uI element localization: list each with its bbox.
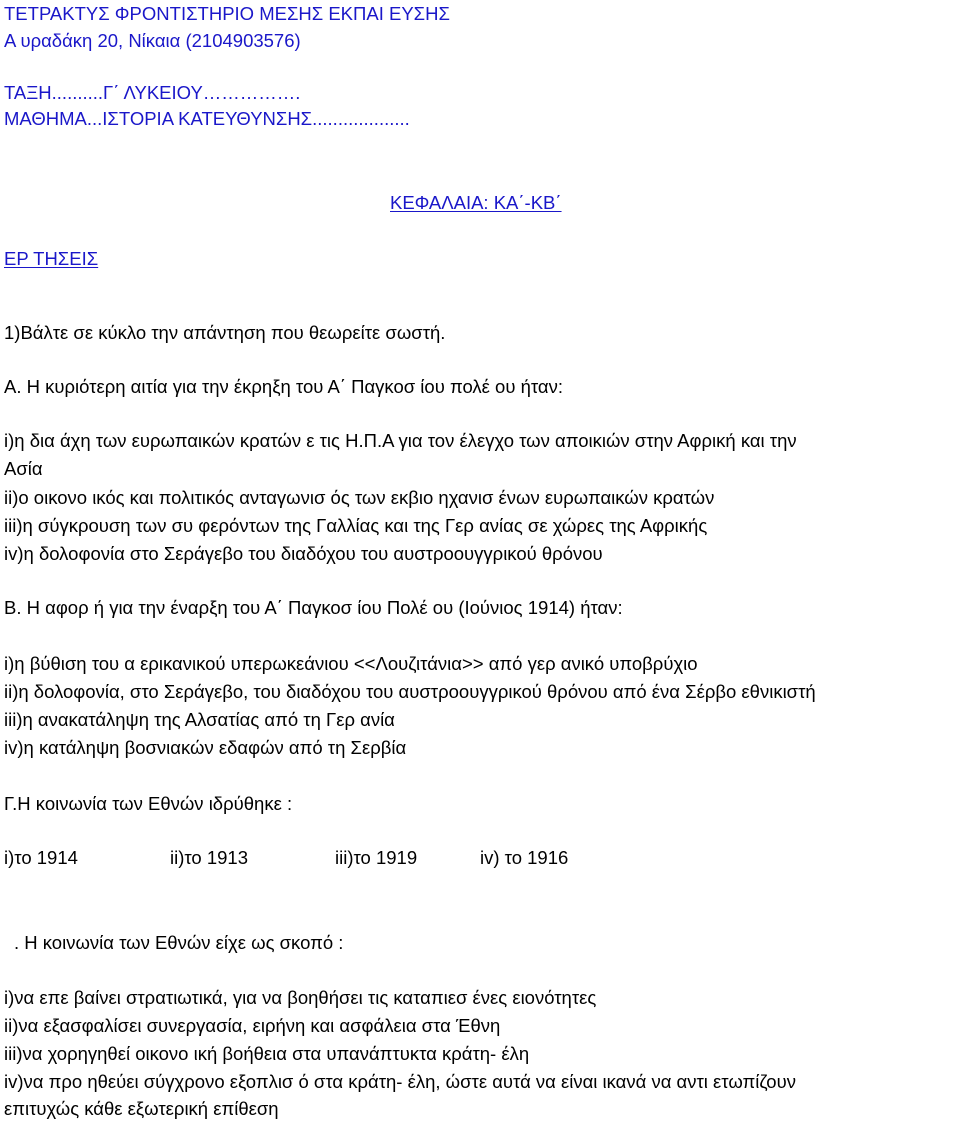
question-b-option-4: iv)η κατάληψη βοσνιακών εδαφών από τη Σερβία [4, 737, 407, 758]
question-c-option-2: ii)το 1913 [170, 847, 249, 868]
question-d-option-2: ii)να εξασφαλίσει συνεργασία, ειρήνη και ασφάλεια στα Έθνη [4, 1015, 501, 1036]
class-line: ΤΑΞΗ..........Γ΄ ΛΥΚΕΙΟΥ……………. [4, 82, 301, 103]
question-a-option-1-cont: Ασία [4, 458, 43, 479]
question-a-option-1: i)η δια άχη των ευρωπαικών κρατών ε τις Η.Π.Α για τον έλεγχο των αποικιών στην Αφρική και την [4, 430, 797, 451]
school-name: ΤΕΤΡΑΚΤΥΣ ΦΡΟΝΤΙΣΤΗΡΙΟ ΜΕΣΗΣ ΕΚΠΑΙ ΕΥΣΗΣ [4, 3, 450, 24]
instruction: 1)Βάλτε σε κύκλο την απάντηση που θεωρείτε σωστή. [4, 322, 446, 343]
school-address: Α υραδάκη 20, Νίκαια (2104903576) [4, 30, 301, 51]
subject-line: ΜΑΘΗΜΑ...ΙΣΤΟΡΙΑ ΚΑΤΕΥΘΥΝΣΗΣ................... [4, 108, 410, 129]
question-c: Γ.Η κοινωνία των Εθνών ιδρύθηκε : [4, 793, 293, 814]
question-a: Α. Η κυριότερη αιτία για την έκρηξη του Α΄ Παγκοσ ίου πολέ ου ήταν: [4, 376, 564, 397]
question-b-option-3: iii)η ανακατάληψη της Αλσατίας από τη Γερ ανία [4, 709, 395, 730]
question-b-option-2: ii)η δολοφονία, στο Σεράγεβο, του διαδόχου του αυστροουγγρικού θρόνου από ένα Σέρβο εθνικιστή [4, 681, 816, 702]
question-a-option-3: iii)η σύγκρουση των συ φερόντων της Γαλλίας και της Γερ ανίας σε χώρες της Αφρικής [4, 515, 708, 536]
question-a-option-2: ii)ο οικονο ικός και πολιτικός ανταγωνισ ός των εκβιο ηχανισ ένων ευρωπαικών κρατών [4, 487, 715, 508]
question-d-option-4: iv)να προ ηθεύει σύγχρονο εξοπλισ ό στα κράτη- έλη, ώστε αυτά να είναι ικανά να αντι ετωπίζουν [4, 1071, 796, 1092]
chapters-heading: ΚΕΦΑΛΑΙΑ: ΚΑ΄-ΚΒ΄ [390, 192, 562, 213]
question-d: . Η κοινωνία των Εθνών είχε ως σκοπό : [14, 932, 344, 953]
questions-heading: ΕΡ ΤΗΣΕΙΣ [4, 248, 99, 269]
question-c-option-1: i)το 1914 [4, 847, 78, 868]
question-d-option-1: i)να επε βαίνει στρατιωτικά, για να βοηθήσει τις καταπιεσ ένες ειονότητες [4, 987, 597, 1008]
question-b: Β. Η αφορ ή για την έναρξη του Α΄ Παγκοσ ίου Πολέ ου (Ιούνιος 1914) ήταν: [4, 597, 623, 618]
question-c-option-3: iii)το 1919 [335, 847, 418, 868]
question-b-option-1: i)η βύθιση του α ερικανικού υπερωκεάνιου <<Λουζιτάνια>> από γερ ανικό υποβρύχιο [4, 653, 698, 674]
question-c-option-4: iv) το 1916 [480, 847, 569, 868]
question-d-option-3: iii)να χορηγηθεί οικονο ική βοήθεια στα υπανάπτυκτα κράτη- έλη [4, 1043, 530, 1064]
question-a-option-4: iv)η δολοφονία στο Σεράγεβο του διαδόχου του αυστροουγγρικού θρόνου [4, 543, 603, 564]
question-d-option-4-cont: επιτυχώς κάθε εξωτερική επίθεση [4, 1098, 279, 1119]
